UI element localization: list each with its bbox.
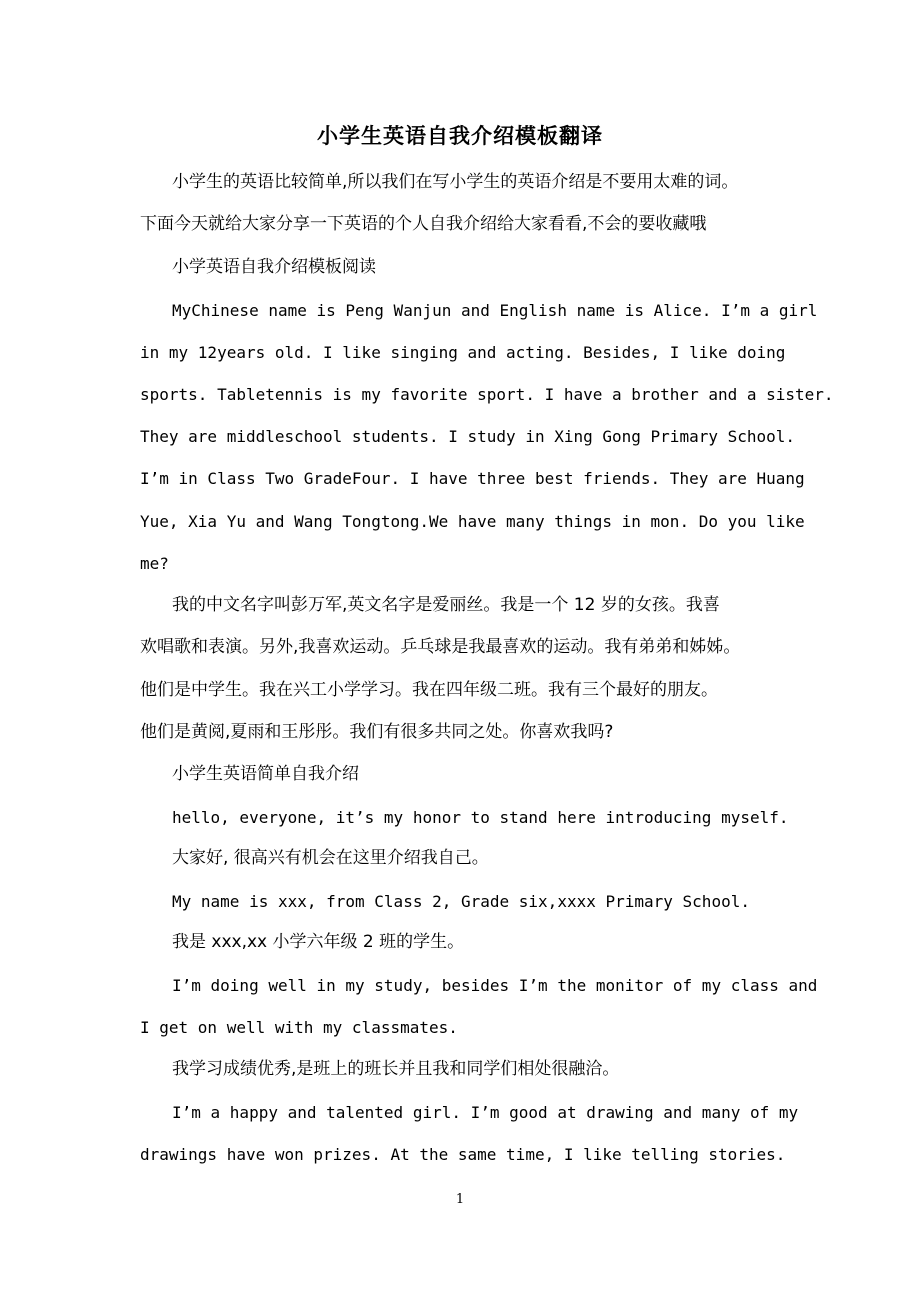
english-paragraph-line: I get on well with my classmates. (140, 1018, 458, 1037)
english-paragraph-line: MyChinese name is Peng Wanjun and English name is Alice. I’m a girl (172, 301, 818, 320)
english-paragraph-line: me? (140, 554, 169, 573)
english-paragraph-line: They are middleschool students. I study in Xing Gong Primary School. (140, 427, 796, 446)
intro-line-2: 下面今天就给大家分享一下英语的个人自我介绍给大家看看,不会的要收藏哦 (140, 214, 707, 234)
section-heading-2: 小学生英语简单自我介绍 (172, 764, 359, 784)
chinese-line: 我学习成绩优秀,是班上的班长并且我和同学们相处很融洽。 (172, 1059, 620, 1079)
english-line: hello, everyone, it’s my honor to stand here introducing myself. (172, 808, 789, 827)
english-paragraph-line: I’m a happy and talented girl. I’m good at drawing and many of my (172, 1103, 799, 1122)
chinese-paragraph-line: 他们是黄阅,夏雨和王彤彤。我们有很多共同之处。你喜欢我吗? (140, 722, 614, 742)
english-paragraph-line: Yue, Xia Yu and Wang Tongtong.We have many things in mon. Do you like (140, 512, 805, 531)
chinese-paragraph-line: 他们是中学生。我在兴工小学学习。我在四年级二班。我有三个最好的朋友。 (140, 680, 718, 700)
english-paragraph-line: sports. Tabletennis is my favorite sport. I have a brother and a sister. (140, 385, 834, 404)
english-paragraph-line: drawings have won prizes. At the same time, I like telling stories. (140, 1145, 786, 1164)
chinese-line: 大家好, 很高兴有机会在这里介绍我自己。 (172, 848, 489, 868)
chinese-paragraph-line: 欢唱歌和表演。另外,我喜欢运动。乒乓球是我最喜欢的运动。我有弟弟和姊姊。 (140, 637, 741, 657)
intro-line-1: 小学生的英语比较简单,所以我们在写小学生的英语介绍是不要用太难的词。 (172, 172, 739, 192)
english-paragraph-line: in my 12years old. I like singing and acting. Besides, I like doing (140, 343, 786, 362)
english-line: My name is xxx, from Class 2, Grade six,xxxx Primary School. (172, 892, 750, 911)
english-paragraph-line: I’m doing well in my study, besides I’m the monitor of my class and (172, 976, 818, 995)
chinese-line: 我是 xxx,xx 小学六年级 2 班的学生。 (172, 932, 465, 952)
chinese-paragraph-line: 我的中文名字叫彭万军,英文名字是爱丽丝。我是一个 12 岁的女孩。我喜 (172, 595, 720, 615)
page-number: 1 (455, 1192, 465, 1207)
english-paragraph-line: I’m in Class Two GradeFour. I have three best friends. They are Huang (140, 469, 805, 488)
section-heading-1: 小学英语自我介绍模板阅读 (172, 257, 376, 277)
document-title: 小学生英语自我介绍模板翻译 (317, 124, 603, 148)
